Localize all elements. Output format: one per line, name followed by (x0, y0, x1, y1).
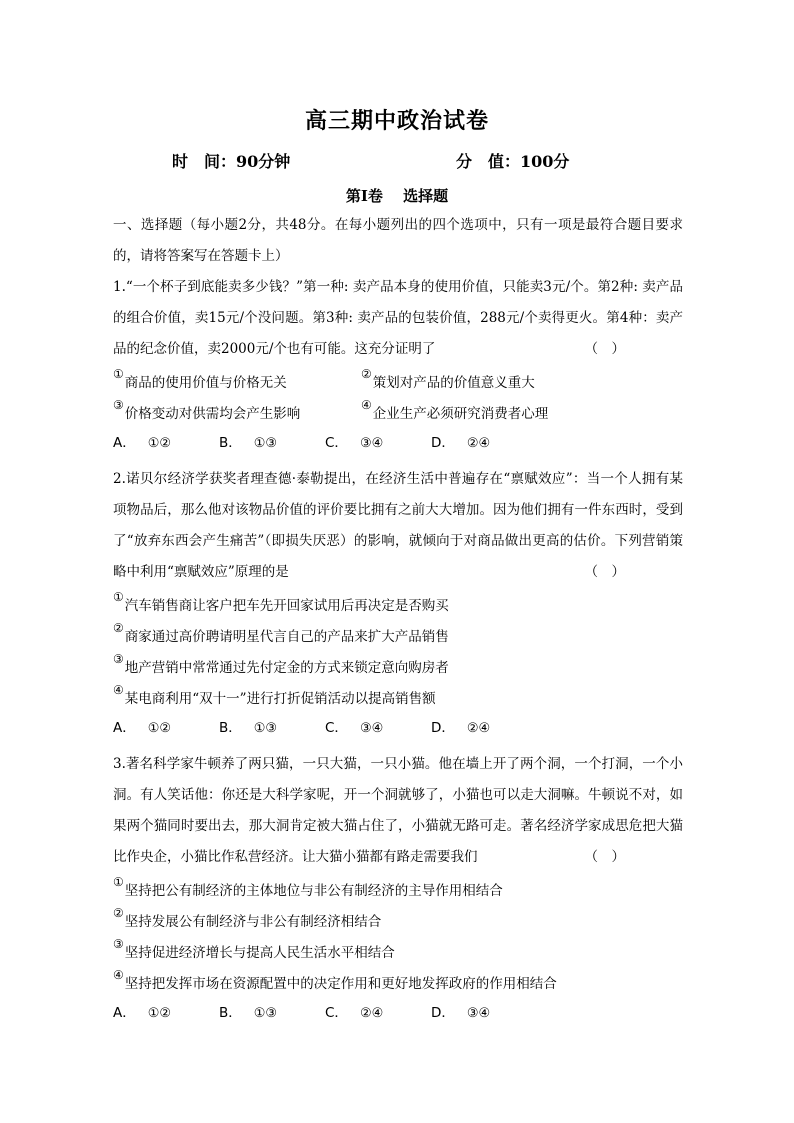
choice-label: D． (431, 1004, 455, 1021)
choice-b (219, 431, 325, 451)
exam-score: 分 值：100分 (456, 152, 570, 171)
choice-value: ②④ (466, 435, 491, 451)
option-item (361, 397, 609, 422)
exam-title: 高三期中政治试卷 (304, 108, 489, 134)
option-number: ② (113, 620, 124, 635)
option-text: 商家通过高价聘请明星代言自己的产品来扩大产品销售 (124, 628, 449, 645)
option-number: ③ (113, 936, 124, 951)
option-text: 地产营销中常常通过先付定金的方式来锁定意向购房者 (124, 659, 449, 676)
option-item (113, 935, 683, 966)
instructions: 一、选择题（每小题2分，共48分。在每小题列出的四个选项中，只有一项是最符合题目要求的，请将答案写在答题卡上） (113, 217, 683, 264)
option-item (113, 588, 683, 619)
option-text: 价格变动对供需均会产生影响 (124, 405, 301, 422)
choice-c (325, 1001, 431, 1021)
option-number: ④ (361, 397, 372, 412)
choice-value: ①③ (253, 1005, 278, 1021)
answer-choices (113, 427, 683, 454)
choice-value: ①② (147, 435, 172, 451)
choice-value: ①② (147, 720, 172, 736)
option-number: ④ (113, 967, 124, 982)
option-text: 坚持发展公有制经济与非公有制经济相结合 (124, 913, 382, 930)
answer-blank: （ ） (584, 564, 625, 580)
option-number: ② (361, 366, 372, 381)
choice-value: ③④ (359, 720, 384, 736)
option-item (113, 904, 683, 935)
choice-d (431, 716, 537, 736)
question-2 (113, 464, 683, 739)
option-item (113, 650, 683, 681)
option-item (113, 619, 683, 650)
choice-value: ①③ (253, 435, 278, 451)
option-row (113, 396, 683, 427)
option-number: ② (113, 905, 124, 920)
answer-blank: （ ） (584, 849, 625, 865)
choice-label: B． (219, 1004, 242, 1021)
choice-d (431, 1001, 537, 1021)
choice-c (325, 716, 431, 736)
choice-label: A． (113, 1004, 136, 1021)
choice-label: C． (325, 719, 348, 736)
question-text: 3.著名科学家牛顿养了两只猫，一只大猫，一只小猫。他在墙上开了两个洞，一个打洞，一个小洞。有人笑话他：你还是大科学家呢，开一个洞就够了，小猫也可以走大洞嘛。牛顿说不对，如果两个猫同时要出去，那大洞肯定被大猫占住了，小猫就无路可走。著名经济学家成思危把大猫比作央企，小猫比作私营经济。让大猫小猫都有路走需要我们 (113, 756, 683, 865)
choice-b (219, 1001, 325, 1021)
option-item (113, 366, 361, 391)
choice-value: ①② (147, 1005, 172, 1021)
section-heading: 第Ⅰ卷 选择题 (345, 187, 449, 205)
choice-a (113, 1001, 219, 1021)
option-number: ③ (113, 651, 124, 666)
option-text: 坚持把发挥市场在资源配置中的决定作用和更好地发挥政府的作用相结合 (124, 975, 557, 992)
choice-c (325, 431, 431, 451)
choice-b (219, 716, 325, 736)
question-3 (113, 749, 683, 1024)
option-item (113, 397, 361, 422)
option-number: ① (113, 366, 124, 381)
option-text: 企业生产必须研究消费者心理 (372, 405, 549, 422)
option-text: 策划对产品的价值意义重大 (372, 374, 535, 391)
option-text: 汽车销售商让客户把车先开回家试用后再决定是否购买 (124, 597, 449, 614)
option-number: ④ (113, 682, 124, 697)
choice-label: B． (219, 434, 242, 451)
choice-label: C． (325, 434, 348, 451)
question-stem (113, 272, 683, 365)
choice-value: ①③ (253, 720, 278, 736)
choice-a (113, 716, 219, 736)
choice-d (431, 431, 537, 451)
choice-a (113, 431, 219, 451)
option-number: ③ (113, 397, 124, 412)
question-stem (113, 749, 683, 873)
choice-value: ③④ (466, 1005, 491, 1021)
option-text: 坚持促进经济增长与提高人民生活水平相结合 (124, 944, 395, 961)
choice-value: ②④ (359, 1005, 384, 1021)
answer-choices (113, 997, 683, 1024)
choice-value: ②④ (466, 720, 491, 736)
option-text: 商品的使用价值与价格无关 (124, 374, 287, 391)
choice-label: B． (219, 719, 242, 736)
option-item (361, 366, 609, 391)
option-number: ① (113, 589, 124, 604)
choice-label: C． (325, 1004, 348, 1021)
question-1 (113, 272, 683, 454)
option-text: 某电商利用“双十一”进行打折促销活动以提高销售额 (124, 690, 436, 707)
exam-time: 时 间：90分钟 (172, 152, 291, 171)
answer-blank: （ ） (584, 341, 625, 357)
answer-choices (113, 712, 683, 739)
choice-label: D． (431, 719, 455, 736)
option-number: ① (113, 874, 124, 889)
option-item (113, 681, 683, 712)
choice-label: D． (431, 434, 455, 451)
choice-value: ③④ (359, 435, 384, 451)
question-stem (113, 464, 683, 588)
choice-label: A． (113, 434, 136, 451)
option-row (113, 365, 683, 396)
option-item (113, 873, 683, 904)
option-text: 坚持把公有制经济的主体地位与非公有制经济的主导作用相结合 (124, 882, 503, 899)
option-item (113, 966, 683, 997)
choice-label: A． (113, 719, 136, 736)
question-text: 1.“一个杯子到底能卖多少钱？”第一种: 卖产品本身的使用价值，只能卖3元/个。第2种: 卖产品的组合价值，卖15元/个没问题。第3种: 卖产品的包装价值，288元/个卖得更火。第4种：卖产品的纪念价值，卖2000元/个也有可能。这充分证明了 (113, 279, 683, 357)
exam-content (113, 210, 683, 1024)
question-text: 2.诺贝尔经济学获奖者理查德·泰勒提出，在经济生活中普遍存在“禀赋效应”：当一个人拥有某项物品后，那么他对该物品价值的评价要比拥有之前大大增加。因为他们拥有一件东西时，受到了“放弃东西会产生痛苦”（即损失厌恶）的影响，就倾向于对商品做出更高的估价。下列营销策略中利用“禀赋效应”原理的是 (113, 471, 683, 580)
